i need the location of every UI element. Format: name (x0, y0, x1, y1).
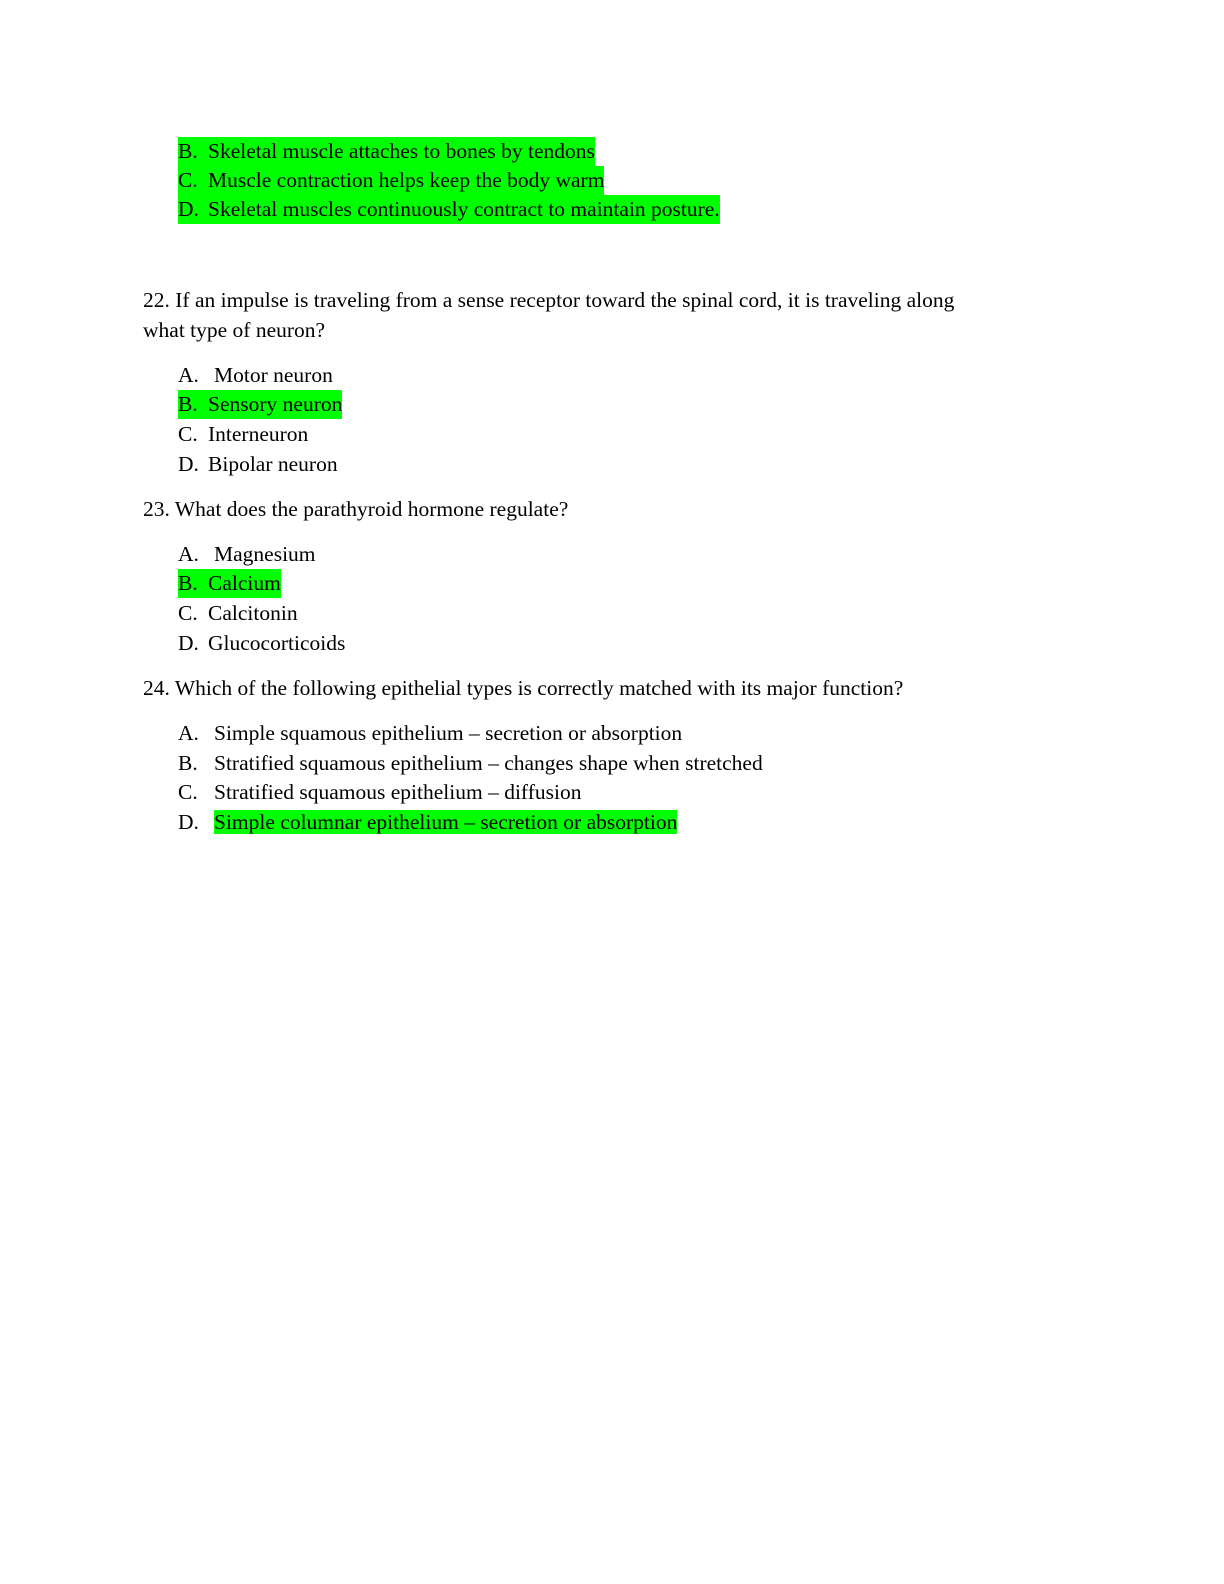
q22-option-b (178, 390, 342, 419)
option-letter: A. (178, 542, 199, 566)
option-letter: D. (178, 452, 199, 476)
q24-option-b (178, 749, 763, 778)
option-text: Bipolar neuron (208, 452, 338, 476)
q24-option-d (178, 808, 677, 837)
option-text: Stratified squamous epithelium – changes shape when stretched (214, 751, 763, 775)
option-text: Magnesium (214, 542, 316, 566)
option-letter: D. (178, 197, 199, 221)
option-text: Skeletal muscle attaches to bones by tendons (208, 139, 595, 163)
option-letter: A. (178, 363, 199, 387)
option-text: Sensory neuron (208, 392, 343, 416)
q23-option-d (178, 629, 345, 658)
option-text: Calcium (208, 571, 281, 595)
option-text: Calcitonin (208, 601, 298, 625)
q23-question: 23. What does the parathyroid hormone regulate? (143, 497, 569, 521)
q24-question: 24. Which of the following epithelial types is correctly matched with its major function? (143, 676, 904, 700)
option-letter: B. (178, 139, 198, 163)
q22-option-d (178, 450, 338, 479)
option-text: Simple squamous epithelium – secretion or absorption (214, 721, 683, 745)
option-text: Muscle contraction helps keep the body warm (208, 168, 605, 192)
q23-option-c (178, 599, 298, 628)
q24-option-c (178, 778, 581, 807)
q22-question-line2: what type of neuron? (143, 318, 326, 342)
q22-question-line1: 22. If an impulse is traveling from a sense receptor toward the spinal cord, it is traveling along (143, 288, 955, 312)
option-letter: B. (178, 392, 198, 416)
option-letter: C. (178, 422, 198, 446)
option-letter: D. (178, 810, 199, 834)
option-letter: B. (178, 571, 198, 595)
q23-option-a (178, 540, 316, 569)
option-text: Stratified squamous epithelium – diffusion (214, 780, 582, 804)
option-text: Simple columnar epithelium – secretion or absorption (214, 810, 678, 834)
q23-option-b (178, 569, 281, 598)
option-letter: C. (178, 168, 198, 192)
option-letter: C. (178, 780, 198, 804)
option-letter: C. (178, 601, 198, 625)
option-letter: A. (178, 721, 199, 745)
option-letter: B. (178, 751, 198, 775)
option-text: Interneuron (208, 422, 309, 446)
q22-option-c (178, 420, 308, 449)
q21-option-d (178, 195, 720, 224)
option-text: Motor neuron (214, 363, 333, 387)
option-text: Glucocorticoids (208, 631, 346, 655)
option-text: Skeletal muscles continuously contract to maintain posture. (208, 197, 720, 221)
q22-option-a (178, 361, 333, 390)
q21-option-b (178, 137, 595, 166)
option-letter: D. (178, 631, 199, 655)
q21-option-c (178, 166, 604, 195)
q24-option-a (178, 719, 682, 748)
